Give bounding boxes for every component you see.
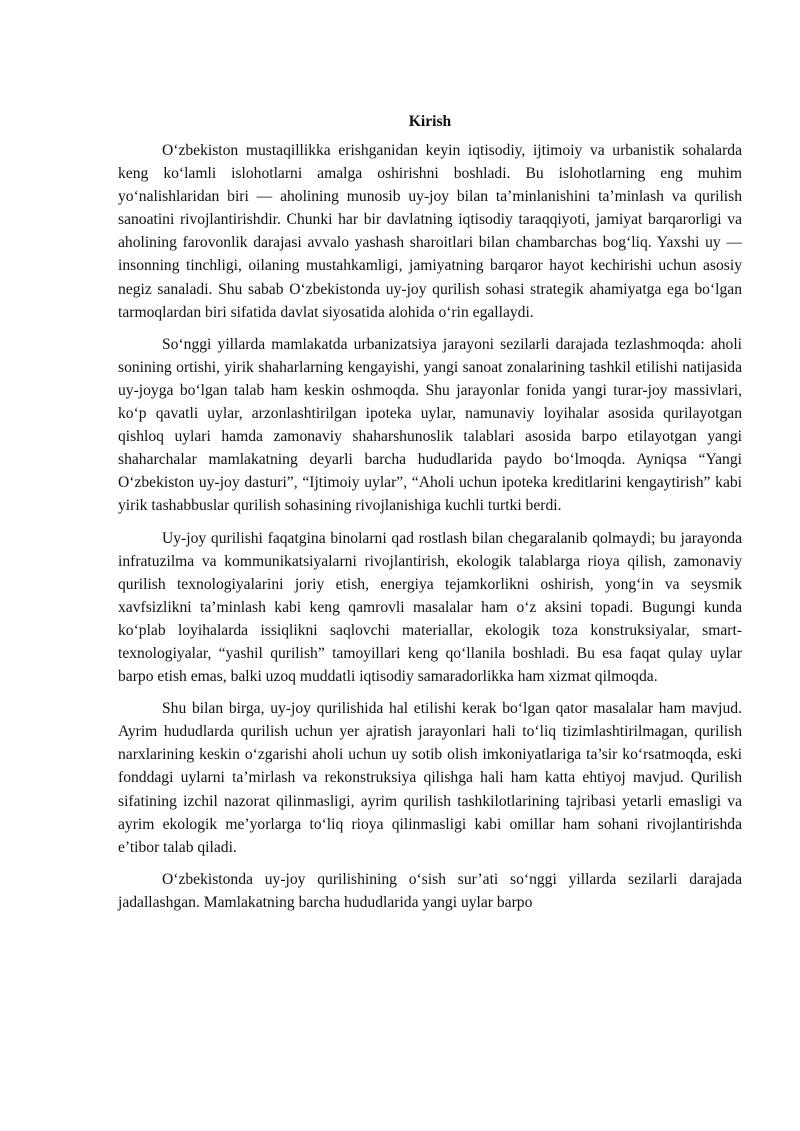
- paragraph-1: O‘zbekiston mustaqillikka erishganidan keyin iqtisodiy, ijtimoiy va urbanistik sohalarda keng ko‘lamli islohotlarni amalga oshirishni boshladi. Bu islohotlarning eng muhim yo‘nalishlaridan biri — aholining munosib uy-joy bilan ta’minlanishini ta’minlash va qurilish sanoatini rivojlantirishdir. Chunki har bir davlatning iqtisodiy taraqqiyoti, jamiyat barqarorligi va aholining farovonlik darajasi avvalo yashash sharoitlari bilan chambarchas bog‘liq. Yaxshi uy — insonning tinchligi, oilaning mustahkamligi, jamiyatning barqaror hayot kechirishi uchun asosiy negiz sanaladi. Shu sabab O‘zbekistonda uy-joy qurilish sohasi strategik ahamiyatga ega bo‘lgan tarmoqlardan biri sifatida davlat siyosatida alohida o‘rin egallaydi.: [118, 142, 742, 321]
- document-title: Kirish: [408, 113, 452, 130]
- paragraph-4: Shu bilan birga, uy-joy qurilishida hal etilishi kerak bo‘lgan qator masalalar ham mavjud. Ayrim hududlarda qurilish uchun yer ajratish jarayonlari hali to‘liq tizimlashtirilmagan, qurilish narxlarining keskin o‘zgarishi aholi uchun uy sotib olish imkoniyatlariga ta’sir ko‘rsatmoqda, eski fonddagi uylarni ta’mirlash va rekonstruksiya qilishga hali ham katta ehtiyoj mavjud. Qurilish sifatining izchil nazorat qilinmasligi, ayrim qurilish tashkilotlarining tajribasi yetarli emasligi va ayrim ekologik me’yorlarga to‘liq rioya qilinmasligi kabi omillar ham sohani rivojlantirishda e’tibor talab qiladi.: [118, 700, 742, 856]
- document-page: [118, 110, 742, 923]
- paragraph-5: O‘zbekistonda uy-joy qurilishining o‘sish sur’ati so‘nggi yillarda sezilarli darajada jadallashgan. Mamlakatning barcha hududlarida yangi uylar barpo: [118, 870, 742, 911]
- paragraph-3: Uy-joy qurilishi faqatgina binolarni qad rostlash bilan chegaralanib qolmaydi; bu jarayonda infratuzilma va kommunikatsiyalarni rivojlantirish, ekologik talablarga rioya qilish, zamonaviy qurilish texnologiyalarini joriy etish, energiya tejamkorlikni oshirish, yong‘in va seysmik xavfsizlikni ta’minlash kabi keng qamrovli masalalar ham o‘z aksini topadi. Bugungi kunda ko‘plab loyihalarda issiqlikni saqlovchi materiallar, ekologik toza konstruksiyalar, smart-texnologiyalar, “yashil qurilish” tamoyillari keng qo‘llanila boshladi. Bu esa faqat qulay uylar barpo etish emas, balki uzoq muddatli iqtisodiy samaradorlikka ham xizmat qilmoqda.: [118, 529, 742, 686]
- paragraph-2: So‘nggi yillarda mamlakatda urbanizatsiya jarayoni sezilarli darajada tezlashmoqda: aholi sonining ortishi, yirik shaharlarning kengayishi, yangi sanoat zonalarining tashkil etilishi natijasida uy-joyga bo‘lgan talab ham keskin oshmoqda. Shu jarayonlar fonida yangi turar-joy massivlari, ko‘p qavatli uylar, arzonlashtirilgan ipoteka uylar, namunaviy loyihalar asosida qurilayotgan qishloq uylari hamda zamonaviy shaharshunoslik talablari asosida barpo etilayotgan yangi shaharchalar mamlakatning deyarli barcha hududlarida paydo bo‘lmoqda. Ayniqsa “Yangi O‘zbekiston uy-joy dasturi”, “Ijtimoiy uylar”, “Aholi uchun ipoteka kreditlarini kengaytirish” kabi yirik tashabbuslar qurilish sohasining rivojlanishiga kuchli turtki berdi.: [118, 335, 742, 515]
